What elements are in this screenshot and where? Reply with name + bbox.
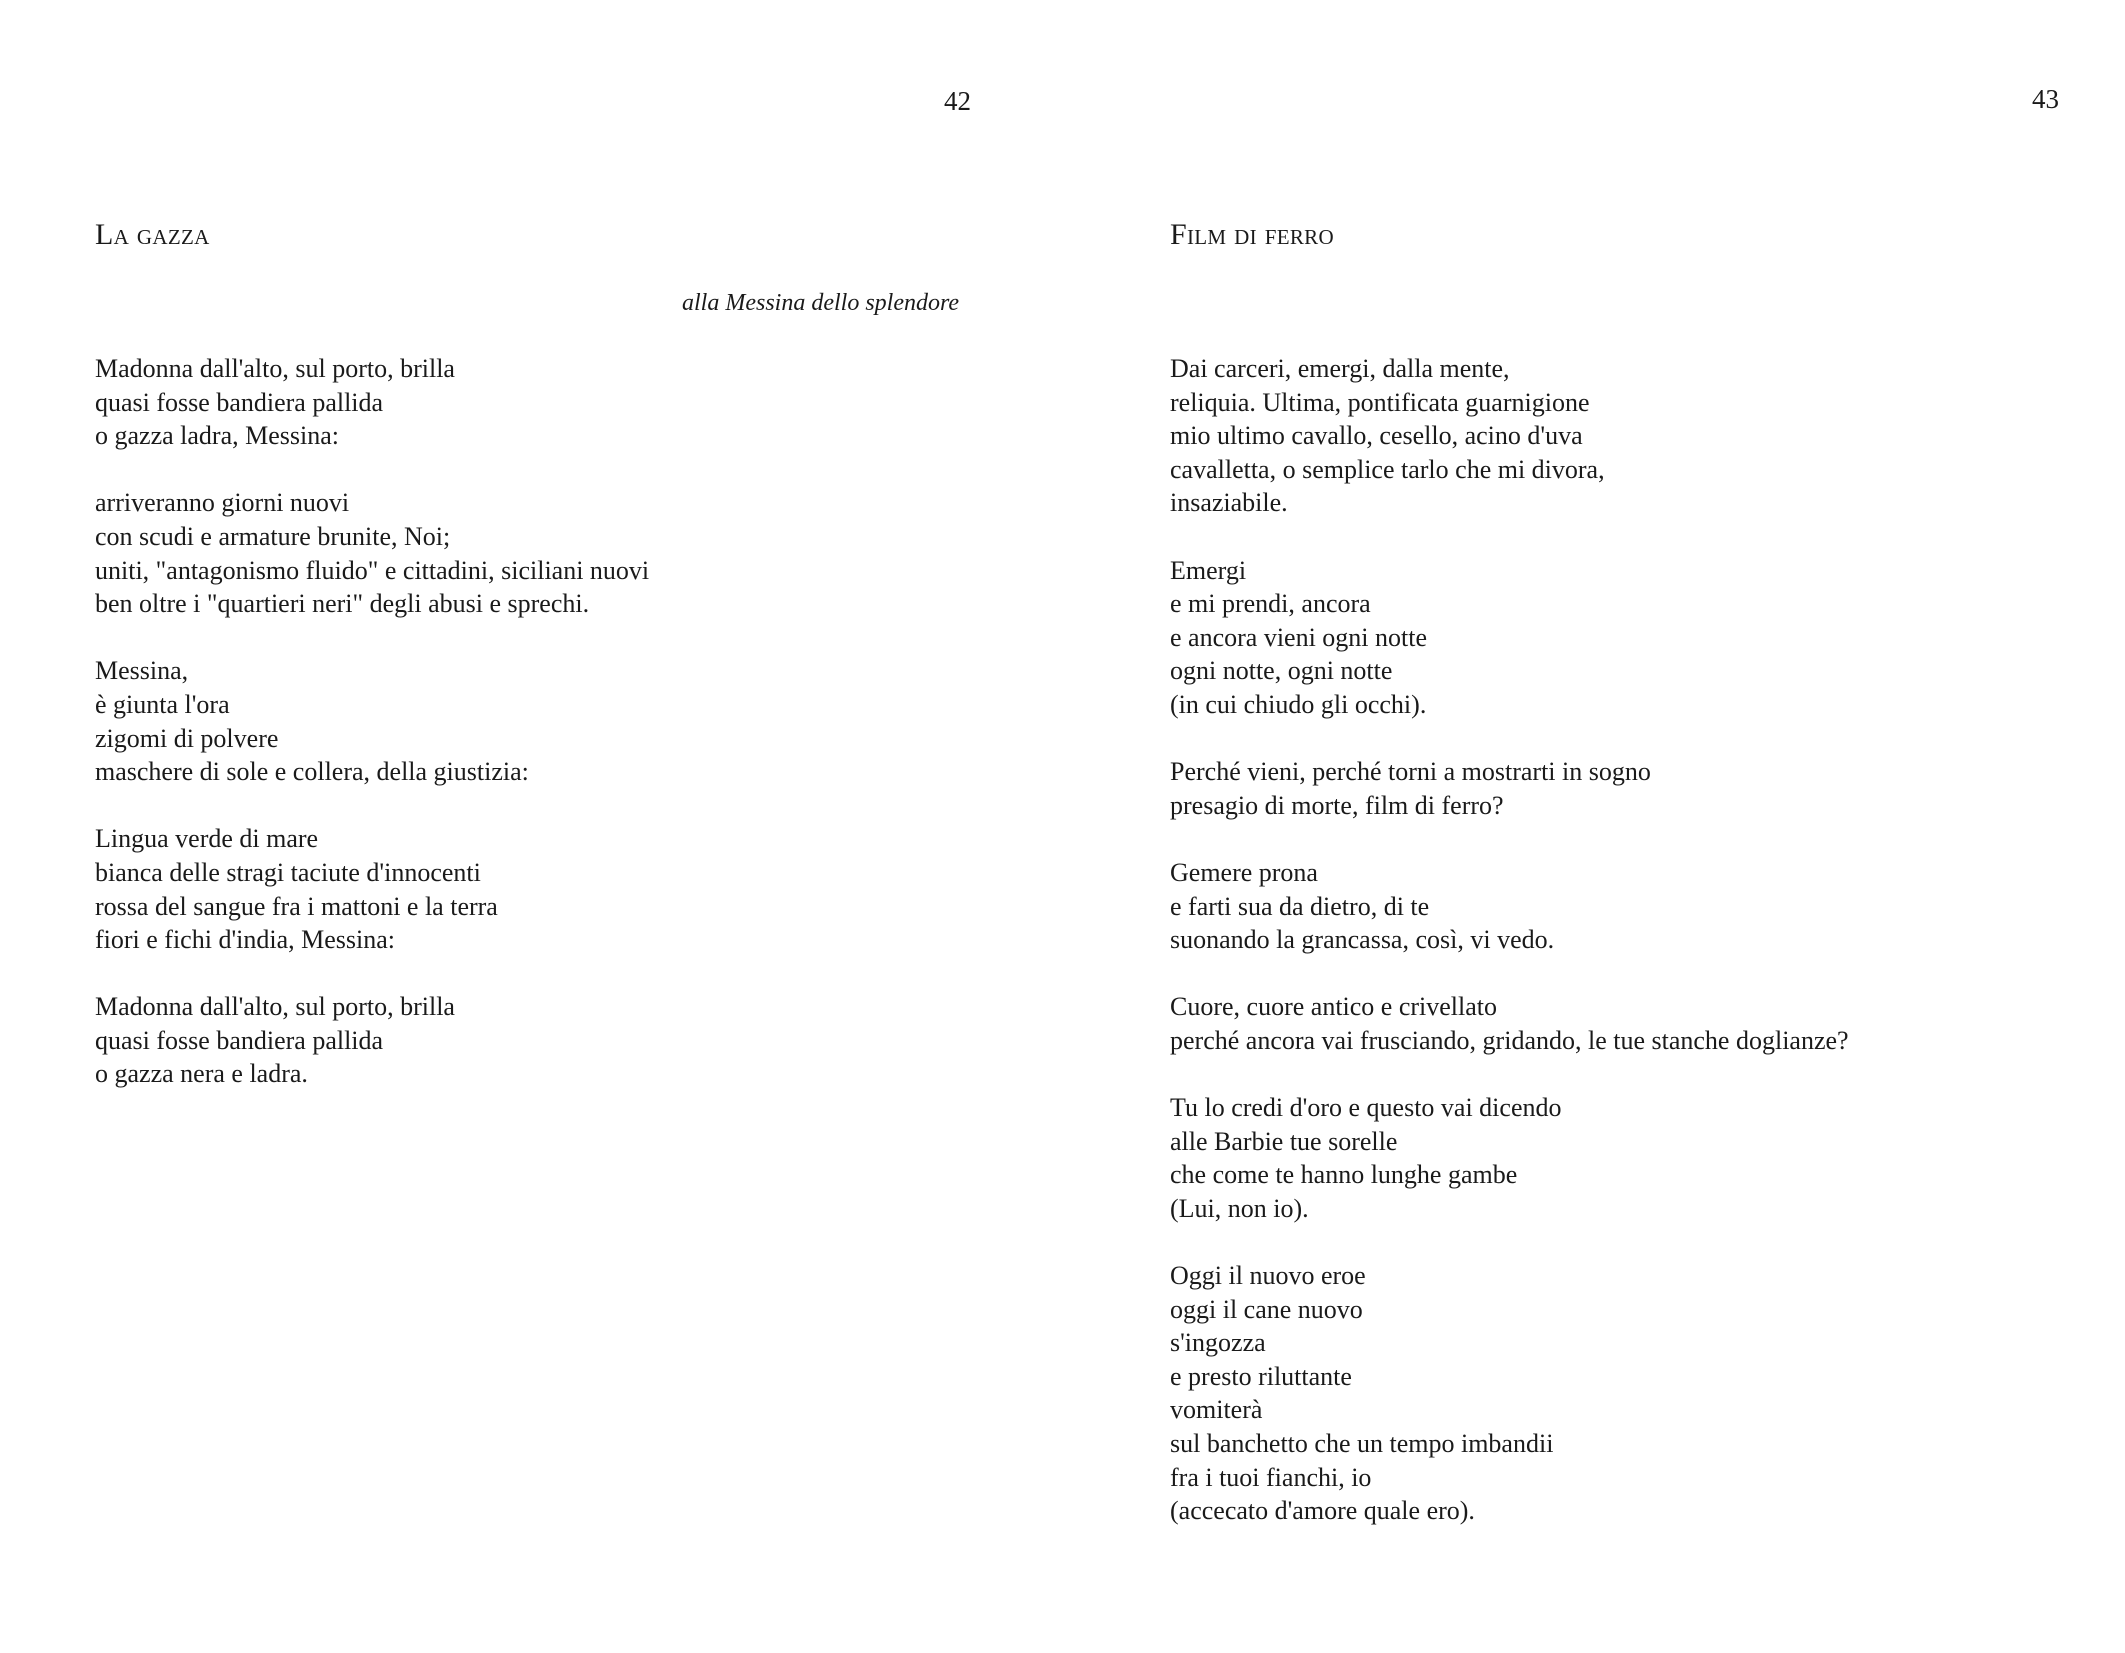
line-text: Lingua: [95, 824, 176, 854]
poem-line: [1170, 352, 1849, 386]
line-text: e ancora vieni ogni notte: [1170, 622, 1428, 652]
poem-line: [1170, 1360, 1849, 1394]
line-text: Cuore, cuore antico e crivellato: [1170, 992, 1498, 1022]
line-text: sul banchetto che un tempo imbandii: [1170, 1429, 1554, 1458]
poem-line: [95, 520, 649, 554]
poem-stanza: [1170, 1091, 1849, 1225]
poem-line: [95, 990, 649, 1024]
line-text: o gazza nera e ladra.: [95, 1059, 308, 1089]
line-text: Messina,: [95, 656, 189, 686]
italic-text: brilla: [400, 992, 455, 1022]
right-page: [1062, 0, 2124, 1653]
poem-line: [1170, 1192, 1849, 1226]
poem-body: [95, 352, 649, 1125]
poem-line: [95, 587, 649, 621]
poem-line: [1170, 1494, 1849, 1528]
line-text: e presto riluttante: [1170, 1361, 1352, 1391]
line-text: s'ingozza: [1170, 1328, 1266, 1358]
line-text: Oggi il nuovo eroe: [1170, 1261, 1366, 1291]
poem-stanza: [95, 486, 649, 620]
line-text: uniti, "antagonismo fluido" e cittadini, siciliani nuovi: [95, 555, 650, 585]
poem-line: [95, 654, 649, 688]
poem-line: [1170, 419, 1849, 453]
line-text: alle Barbie tue sorelle: [1170, 1126, 1398, 1156]
poem-line: [95, 688, 649, 722]
line-text: con scudi e armature brunite, Noi;: [95, 521, 451, 551]
poem-stanza: [95, 352, 649, 453]
line-text: è giunta l'ora: [95, 689, 230, 719]
poem-dedication: alla Messina dello splendore: [682, 290, 960, 316]
page-number: 43: [2032, 84, 2059, 114]
italic-text: bianca: [95, 857, 163, 887]
line-text: Emergi: [1170, 555, 1247, 585]
poem-line: [1170, 486, 1849, 520]
line-text: insaziabile.: [1170, 488, 1288, 518]
poem-line: [1170, 1259, 1849, 1293]
line-text: Madonna dall'alto, sul porto,: [95, 354, 401, 383]
poem-stanza: [95, 822, 649, 956]
poem-line: [1170, 1024, 1849, 1058]
poem-title: Film di ferro: [1170, 218, 1334, 251]
left-page: [0, 0, 1062, 1653]
line-text: perché ancora vai frusciando, gridando, le tue stanche doglianze?: [1170, 1025, 1849, 1055]
line-text: (Lui, non io).: [1170, 1193, 1309, 1223]
poem-line: [1170, 621, 1849, 655]
line-text: quasi fosse bandiera pallida: [95, 1025, 384, 1055]
poem-line: [1170, 1293, 1849, 1327]
line-text: fiori e fichi d'india, Messina:: [95, 925, 396, 955]
poem-line: [1170, 654, 1849, 688]
poem-line: [1170, 890, 1849, 924]
line-text: Tu lo credi d'oro e questo vai dicendo: [1170, 1093, 1562, 1123]
poem-line: [95, 856, 649, 890]
line-text: suonando la grancassa, così, vi vedo.: [1170, 925, 1555, 955]
poem-line: [95, 890, 649, 924]
poem-line: [95, 486, 649, 520]
poem-line: [1170, 789, 1849, 823]
line-text: quasi fosse bandiera pallida: [95, 387, 384, 417]
line-text: o gazza ladra, Messina:: [95, 421, 340, 451]
poem-line: [1170, 856, 1849, 890]
poem-line: [95, 1024, 649, 1058]
poem-line: [1170, 386, 1849, 420]
line-text: oggi il cane nuovo: [1170, 1294, 1363, 1324]
poem-stanza: [95, 990, 649, 1091]
poem-line: [1170, 1326, 1849, 1360]
line-text: delle stragi taciute d'innocenti: [162, 857, 481, 887]
poem-line: [1170, 554, 1849, 588]
line-text: arriveranno giorni nuovi: [95, 488, 350, 518]
line-text: fra i tuoi fianchi, io: [1170, 1462, 1372, 1492]
poem-line: [95, 386, 649, 420]
poem-line: [1170, 453, 1849, 487]
poem-line: [95, 419, 649, 453]
italic-text: rossa: [95, 891, 149, 921]
poem-stanza: [1170, 856, 1849, 957]
poem-line: [1170, 1091, 1849, 1125]
poem-body: [1170, 352, 1849, 1561]
poem-line: [1170, 923, 1849, 957]
line-text: Gemere prona: [1170, 857, 1318, 887]
poem-line: [95, 1057, 649, 1091]
line-text: e farti sua da dietro, di te: [1170, 891, 1430, 921]
poem-line: [1170, 1393, 1849, 1427]
line-text: mio ultimo cavallo, cesello, acino d'uva: [1170, 421, 1583, 451]
line-text: presagio di morte, film di ferro?: [1170, 790, 1504, 820]
line-text: di mare: [232, 824, 319, 854]
poem-line: [1170, 1125, 1849, 1159]
poem-line: [1170, 755, 1849, 789]
line-text: che come te hanno lunghe gambe: [1170, 1160, 1518, 1190]
line-text: ogni notte, ogni notte: [1170, 656, 1393, 686]
line-text: Dai carceri, emergi, dalla mente,: [1170, 354, 1510, 383]
poem-line: [95, 554, 649, 588]
italic-text: verde: [175, 824, 233, 854]
line-text: reliquia. Ultima, pontificata guarnigione: [1170, 387, 1590, 417]
page-number: 42: [944, 86, 971, 116]
poem-line: [1170, 688, 1849, 722]
poem-stanza: [1170, 755, 1849, 822]
poem-line: [1170, 990, 1849, 1024]
poem-stanza: [1170, 352, 1849, 520]
poem-line: [1170, 1158, 1849, 1192]
poem-stanza: [95, 654, 649, 788]
line-text: Perché vieni, perché torni a mostrarti in sogno: [1170, 757, 1651, 787]
poem-line: [95, 923, 649, 957]
line-text: e mi prendi, ancora: [1170, 589, 1371, 619]
poem-line: [95, 352, 649, 386]
line-text: zigomi di polvere: [95, 723, 279, 753]
line-text: maschere di sole e collera, della giustizia:: [95, 757, 529, 787]
poem-line: [95, 755, 649, 789]
line-text: del sangue fra i mattoni e la terra: [148, 891, 498, 921]
line-text: (accecato d'amore quale ero).: [1170, 1496, 1475, 1526]
poem-stanza: [1170, 1259, 1849, 1528]
line-text: ben oltre i "quartieri neri" degli abusi e sprechi.: [95, 589, 590, 619]
poem-line: [1170, 1461, 1849, 1495]
poem-stanza: [1170, 990, 1849, 1057]
poem-line: [95, 822, 649, 856]
poem-line: [95, 722, 649, 756]
line-text: vomiterà: [1170, 1395, 1263, 1425]
line-text: (in cui chiudo gli occhi).: [1170, 689, 1427, 719]
poem-line: [1170, 587, 1849, 621]
line-text: cavalletta, o semplice tarlo che mi divora,: [1170, 454, 1605, 484]
line-text: Madonna dall'alto, sul porto,: [95, 992, 401, 1022]
italic-text: brilla: [400, 354, 455, 383]
poem-stanza: [1170, 554, 1849, 722]
poem-title: La gazza: [95, 218, 210, 251]
poem-line: [1170, 1427, 1849, 1461]
